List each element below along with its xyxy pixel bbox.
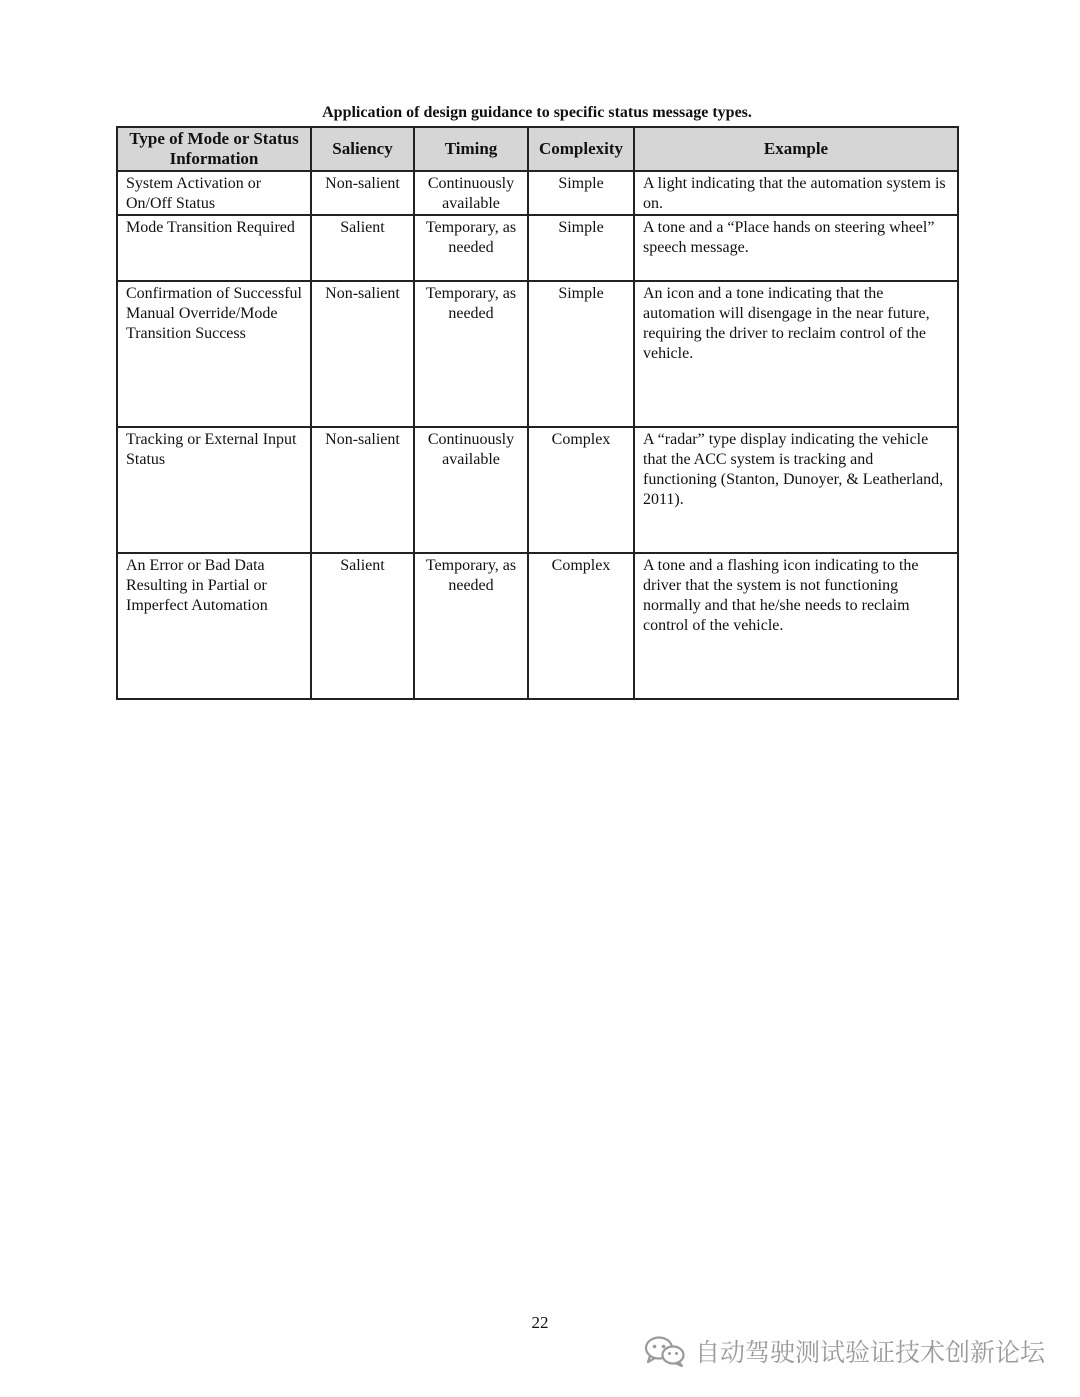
- wechat-icon: [643, 1335, 687, 1367]
- table-caption: Application of design guidance to specific status message types.: [322, 104, 752, 121]
- cell-type: System Activation or On/Off Status: [117, 171, 311, 215]
- cell-type: An Error or Bad Data Resulting in Partial or Imperfect Automation: [117, 553, 311, 699]
- header-saliency: Saliency: [311, 127, 414, 171]
- table-row: [117, 427, 958, 553]
- table-row: [117, 553, 958, 699]
- cell-example: A tone and a flashing icon indicating to the driver that the system is not functioning normally and that he/she needs to reclaim control of the vehicle.: [634, 553, 958, 699]
- cell-example: A light indicating that the automation system is on.: [634, 171, 958, 215]
- cell-timing: Temporary, as needed: [414, 553, 528, 699]
- header-example: Example: [634, 127, 958, 171]
- table-row: [117, 171, 958, 215]
- cell-complexity: Simple: [528, 215, 634, 281]
- cell-timing: Continuously available: [414, 427, 528, 553]
- header-timing: Timing: [414, 127, 528, 171]
- cell-type: Confirmation of Successful Manual Override/Mode Transition Success: [117, 281, 311, 427]
- cell-timing: Temporary, as needed: [414, 215, 528, 281]
- page-number: 22: [531, 1313, 549, 1332]
- table-header-row: [117, 127, 958, 171]
- cell-type: Mode Transition Required: [117, 215, 311, 281]
- cell-complexity: Complex: [528, 427, 634, 553]
- table-row: [117, 281, 958, 427]
- cell-complexity: Simple: [528, 281, 634, 427]
- cell-timing: Temporary, as needed: [414, 281, 528, 427]
- cell-saliency: Salient: [311, 215, 414, 281]
- cell-example: A “radar” type display indicating the vehicle that the ACC system is tracking and functioning (Stanton, Dunoyer, & Leatherland, 2011).: [634, 427, 958, 553]
- cell-complexity: Simple: [528, 171, 634, 215]
- cell-example: An icon and a tone indicating that the automation will disengage in the near future, requiring the driver to reclaim control of the vehicle.: [634, 281, 958, 427]
- table-row: [117, 215, 958, 281]
- cell-saliency: Salient: [311, 553, 414, 699]
- cell-timing: Continuously available: [414, 171, 528, 215]
- status-message-table: [116, 126, 959, 700]
- header-complexity: Complexity: [528, 127, 634, 171]
- cell-saliency: Non-salient: [311, 281, 414, 427]
- header-type: Type of Mode or Status Information: [117, 127, 311, 171]
- cell-saliency: Non-salient: [311, 427, 414, 553]
- watermark: [643, 1333, 1045, 1369]
- cell-complexity: Complex: [528, 553, 634, 699]
- cell-example: A tone and a “Place hands on steering wheel” speech message.: [634, 215, 958, 281]
- cell-saliency: Non-salient: [311, 171, 414, 215]
- cell-type: Tracking or External Input Status: [117, 427, 311, 553]
- watermark-text: 自动驾驶测试验证技术创新论坛: [694, 1338, 1045, 1367]
